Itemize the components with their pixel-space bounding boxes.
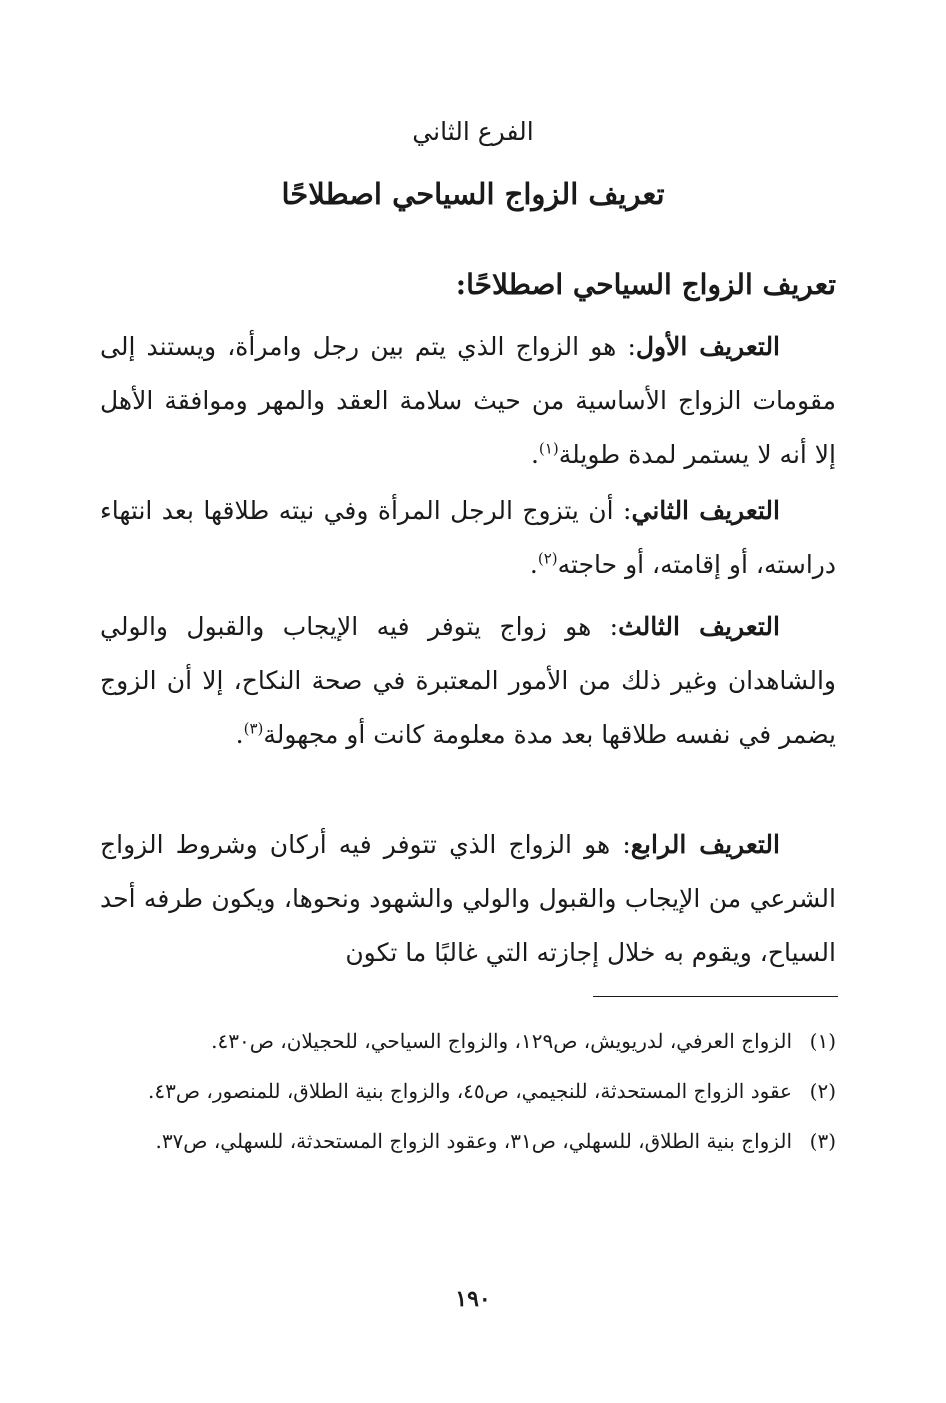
footnote-3 [100, 1120, 836, 1162]
definition-4-term: التعريف الرابع [630, 830, 780, 859]
definition-3-term: التعريف الثالث [618, 612, 780, 641]
definition-2-term: التعريف الثاني [631, 496, 780, 525]
footnotes [100, 1020, 836, 1170]
definition-1 [100, 320, 836, 482]
definition-4 [100, 818, 836, 980]
footnote-2-text: عقود الزواج المستحدثة، للنجيمي، ص٤٥، والزواج بنية الطلاق، للمنصور، ص٤٣. [148, 1079, 792, 1103]
footnote-ref-1[interactable]: (١) [538, 439, 559, 458]
definition-subheading: تعريف الزواج السياحي اصطلاحًا: [455, 268, 836, 301]
footnote-divider [593, 996, 838, 997]
definition-1-text: : هو الزواج الذي يتم بين رجل وامرأة، ويستند إلى مقومات الزواج الأساسية من حيث سلامة العقد والمهر وموافقة الأهل إلا أنه لا يستمر لمدة طويلة [100, 332, 836, 469]
page-number: ١٩٠ [455, 1286, 491, 1312]
definition-2 [100, 484, 836, 592]
footnote-1-number: (١) [809, 1029, 836, 1053]
footnote-3-number: (٣) [809, 1129, 836, 1153]
definition-1-end: . [530, 440, 539, 469]
definition-2-end: . [529, 550, 538, 579]
footnote-2 [100, 1070, 836, 1112]
footnote-ref-2[interactable]: (٢) [537, 549, 558, 568]
definition-3 [100, 600, 836, 762]
section-title: تعريف الزواج السياحي اصطلاحًا [281, 177, 665, 211]
footnote-1 [100, 1020, 836, 1062]
definition-4-text: : هو الزواج الذي تتوفر فيه أركان وشروط الزواج الشرعي من الإيجاب والقبول والولي والشهود ونحوها، ويكون طرفه أحد السياح، ويقوم به خلال إجازته التي غالبًا ما تكون [100, 830, 836, 967]
footnote-ref-3[interactable]: (٣) [243, 719, 264, 738]
definition-3-end: . [235, 720, 244, 749]
definition-2-text: : أن يتزوج الرجل المرأة وفي نيته طلاقها بعد انتهاء دراسته، أو إقامته، أو حاجته [100, 496, 836, 579]
footnote-2-number: (٢) [809, 1079, 836, 1103]
footnote-1-text: الزواج العرفي، لدريويش، ص١٢٩، والزواج السياحي، للحجيلان، ص٤٣٠. [211, 1029, 792, 1053]
footnote-3-text: الزواج بنية الطلاق، للسهلي، ص٣١، وعقود الزواج المستحدثة، للسهلي، ص٣٧. [155, 1129, 792, 1153]
section-heading: الفرع الثاني [412, 117, 534, 146]
definition-1-term: التعريف الأول [635, 332, 781, 361]
definition-3-text: : هو زواج يتوفر فيه الإيجاب والقبول والولي والشاهدان وغير ذلك من الأمور المعتبرة في صحة النكاح، إلا أن الزوج يضمر في نفسه طلاقها بعد مدة معلومة كانت أو مجهولة [100, 612, 836, 749]
